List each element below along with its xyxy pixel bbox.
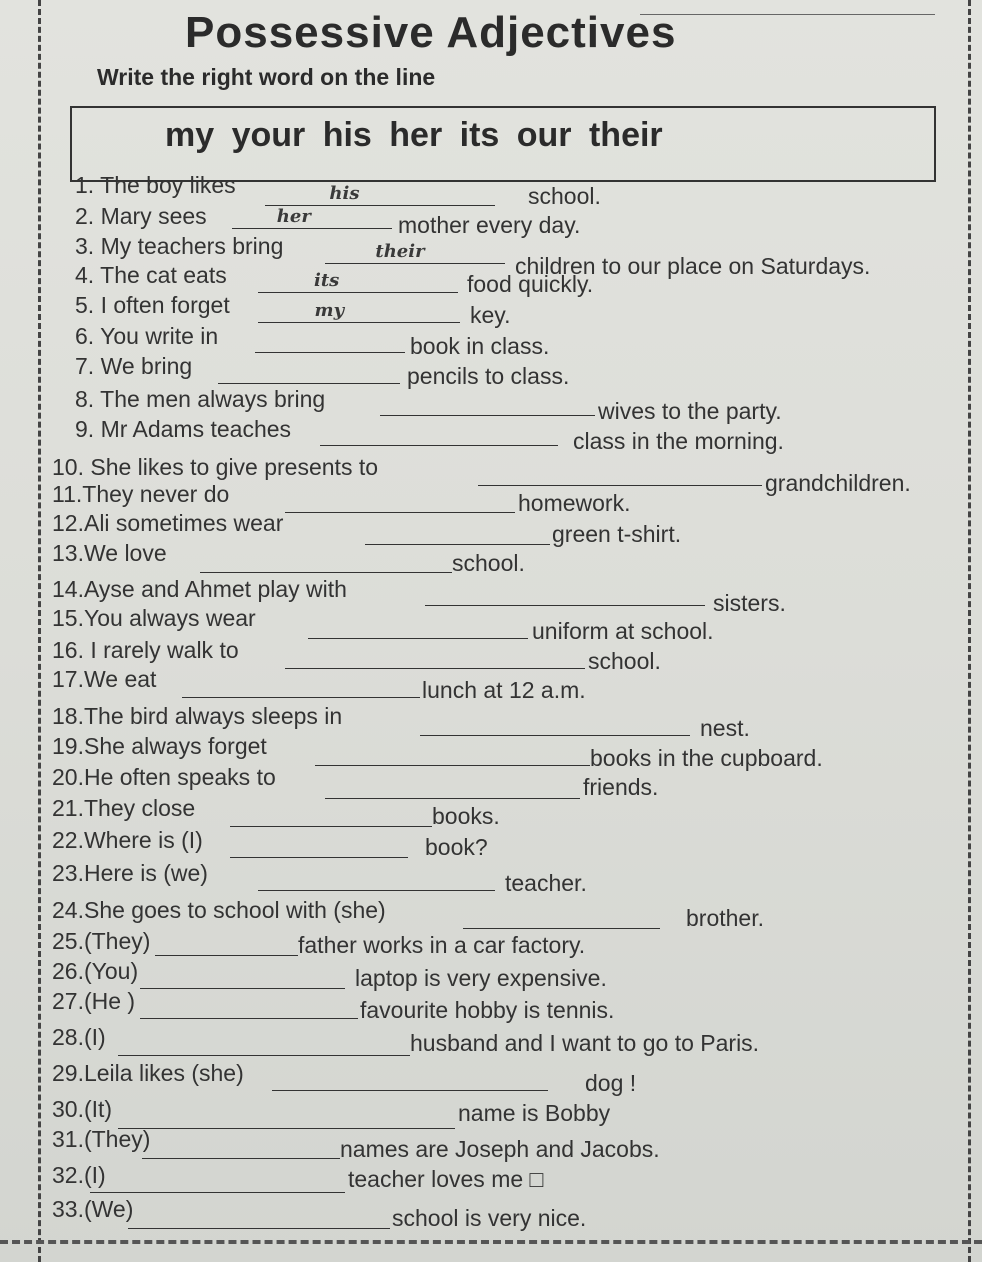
item-ending: brother.: [686, 905, 764, 931]
answer-blank[interactable]: [365, 544, 550, 545]
item-prompt: 11.They never do: [52, 481, 230, 507]
item-ending: teacher loves me □: [348, 1166, 544, 1192]
item-ending: grandchildren.: [765, 470, 911, 496]
item-ending: laptop is very expensive.: [355, 965, 607, 991]
answer-blank[interactable]: [425, 605, 705, 606]
answer-blank[interactable]: [420, 735, 690, 736]
answer-blank[interactable]: [478, 485, 762, 486]
answer-blank[interactable]: [325, 798, 580, 799]
item-prompt: 1. The boy likes: [75, 172, 236, 198]
answer-blank[interactable]: [255, 352, 405, 353]
item-ending: wives to the party.: [598, 398, 782, 424]
item-prompt: 22.Where is (I): [52, 827, 203, 853]
answer-blank[interactable]: [182, 697, 420, 698]
answer-blank[interactable]: [118, 1128, 455, 1129]
instruction: Write the right word on the line: [97, 64, 436, 90]
handwritten-answer: its: [314, 270, 340, 291]
item-prompt: 33.(We): [52, 1196, 134, 1222]
item-ending: books.: [432, 803, 500, 829]
answer-blank[interactable]: [308, 638, 528, 639]
item-ending: lunch at 12 a.m.: [422, 677, 586, 703]
item-ending: mother every day.: [398, 212, 581, 238]
item-ending: father works in a car factory.: [298, 932, 586, 958]
answer-blank[interactable]: [463, 928, 660, 929]
answer-blank[interactable]: [232, 228, 392, 229]
answer-blank[interactable]: [155, 955, 298, 956]
item-ending: books in the cupboard.: [590, 745, 823, 771]
answer-blank[interactable]: [230, 857, 408, 858]
top-rule: [640, 14, 935, 15]
answer-blank[interactable]: [258, 322, 460, 323]
item-prompt: 15.You always wear: [52, 605, 256, 631]
answer-blank[interactable]: [258, 890, 495, 891]
handwritten-answer: his: [329, 183, 360, 204]
item-prompt: 4. The cat eats: [75, 262, 227, 288]
item-prompt: 2. Mary sees: [75, 203, 207, 229]
handwritten-answer: her: [276, 206, 311, 227]
item-ending: homework.: [518, 490, 631, 516]
answer-blank[interactable]: [142, 1158, 340, 1159]
item-ending: green t-shirt.: [552, 521, 682, 547]
item-prompt: 28.(I): [52, 1024, 106, 1050]
item-prompt: 12.Ali sometimes wear: [52, 510, 284, 536]
item-prompt: 7. We bring: [75, 353, 193, 379]
item-prompt: 27.(He ): [52, 988, 136, 1014]
item-ending: key.: [470, 302, 511, 328]
item-prompt: 6. You write in: [75, 323, 219, 349]
margin-line-right: [968, 0, 971, 1262]
item-prompt: 24.She goes to school with (she): [52, 897, 386, 923]
item-prompt: 16. I rarely walk to: [52, 637, 239, 663]
item-prompt: 26.(You): [52, 958, 139, 984]
item-prompt: 29.Leila likes (she): [52, 1060, 244, 1086]
item-ending: pencils to class.: [407, 363, 570, 389]
item-ending: class in the morning.: [573, 428, 784, 454]
answer-blank[interactable]: [320, 445, 558, 446]
answer-blank[interactable]: [230, 826, 432, 827]
item-prompt: 31.(They): [52, 1126, 151, 1152]
item-ending: names are Joseph and Jacobs.: [340, 1136, 660, 1162]
answer-blank[interactable]: [325, 263, 505, 264]
word-bank: my your his her its our their: [165, 116, 663, 154]
item-ending: teacher.: [505, 870, 587, 896]
item-ending: food quickly.: [467, 271, 594, 297]
cut-line: [0, 1240, 982, 1244]
answer-blank[interactable]: [285, 512, 515, 513]
item-prompt: 20.He often speaks to: [52, 764, 276, 790]
item-prompt: 30.(It): [52, 1096, 113, 1122]
item-ending: favourite hobby is tennis.: [360, 997, 615, 1023]
item-ending: sisters.: [713, 590, 786, 616]
item-ending: husband and I want to go to Paris.: [410, 1030, 760, 1056]
answer-blank[interactable]: [380, 415, 595, 416]
item-prompt: 5. I often forget: [75, 292, 230, 318]
answer-blank[interactable]: [90, 1192, 345, 1193]
answer-blank[interactable]: [272, 1090, 548, 1091]
answer-blank[interactable]: [258, 292, 458, 293]
item-prompt: 13.We love: [52, 540, 167, 566]
item-ending: children to our place on Saturdays.: [515, 253, 871, 279]
item-ending: school.: [452, 550, 525, 576]
answer-blank[interactable]: [315, 765, 590, 766]
item-prompt: 3. My teachers bring: [75, 233, 284, 259]
item-prompt: 25.(They): [52, 928, 151, 954]
item-prompt: 8. The men always bring: [75, 386, 326, 412]
item-prompt: 21.They close: [52, 795, 196, 821]
item-ending: friends.: [583, 774, 659, 800]
answer-blank[interactable]: [140, 1018, 358, 1019]
answer-blank[interactable]: [140, 988, 345, 989]
item-ending: name is Bobby: [458, 1100, 611, 1126]
worksheet-title: Possessive Adjectives: [185, 8, 677, 57]
margin-line-left: [38, 0, 41, 1262]
item-ending: dog !: [585, 1070, 637, 1096]
item-prompt: 19.She always forget: [52, 733, 267, 759]
item-ending: book in class.: [410, 333, 550, 359]
answer-blank[interactable]: [200, 572, 452, 573]
item-ending: school.: [528, 183, 601, 209]
item-ending: uniform at school.: [532, 618, 714, 644]
item-prompt: 14.Ayse and Ahmet play with: [52, 576, 347, 602]
item-prompt: 17.We eat: [52, 666, 157, 692]
answer-blank[interactable]: [285, 668, 585, 669]
item-prompt: 9. Mr Adams teaches: [75, 416, 292, 442]
handwritten-answer: my: [314, 300, 345, 321]
handwritten-answer: their: [375, 241, 425, 262]
item-ending: nest.: [700, 715, 750, 741]
answer-blank[interactable]: [128, 1228, 390, 1229]
item-prompt: 32.(I): [52, 1162, 106, 1188]
item-ending: book?: [425, 834, 488, 860]
item-prompt: 23.Here is (we): [52, 860, 208, 886]
answer-blank[interactable]: [118, 1055, 410, 1056]
item-prompt: 18.The bird always sleeps in: [52, 703, 343, 729]
item-ending: school.: [588, 648, 661, 674]
item-prompt: 10. She likes to give presents to: [52, 454, 379, 480]
answer-blank[interactable]: [218, 383, 400, 384]
item-ending: school is very nice.: [392, 1205, 587, 1231]
